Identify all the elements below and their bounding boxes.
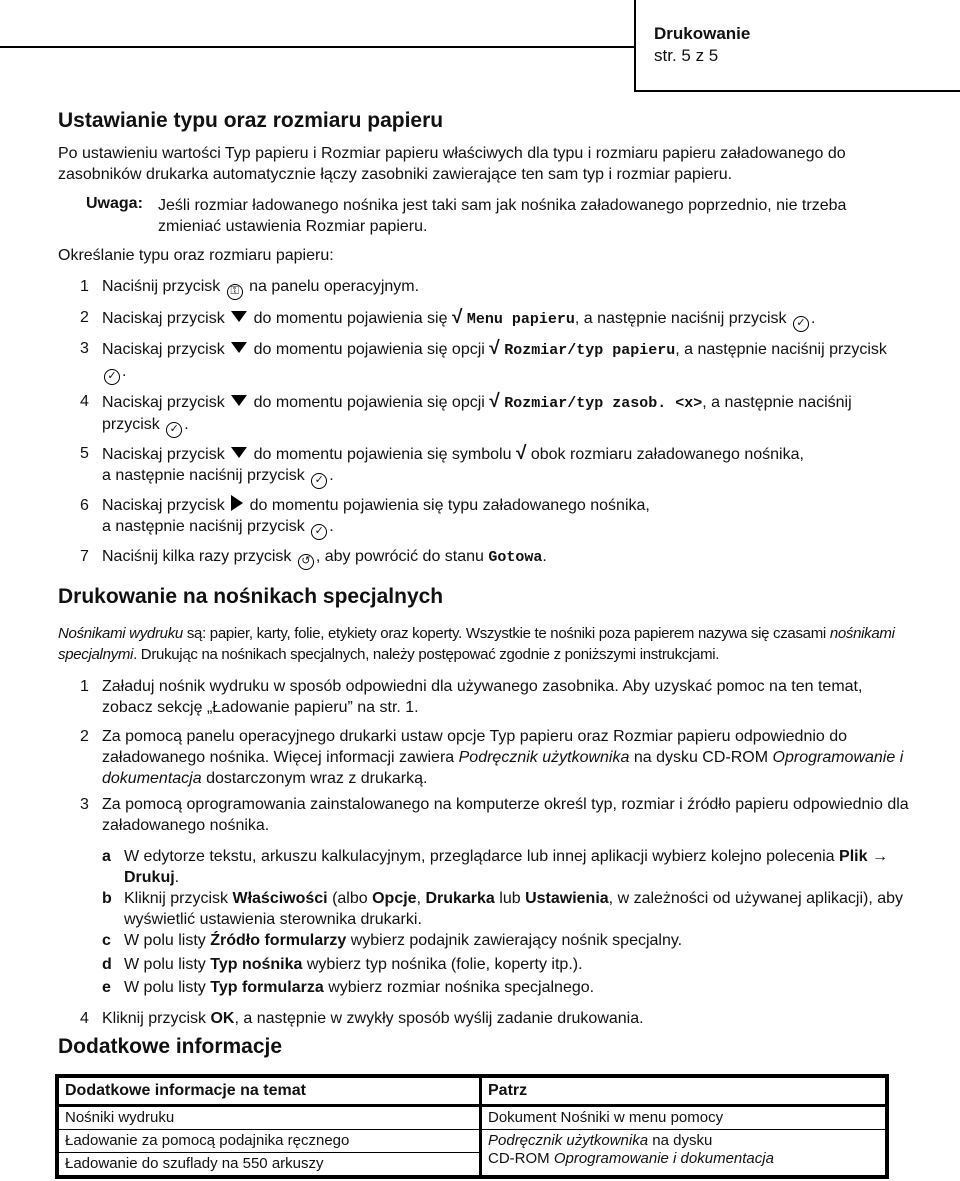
step-6: 6 Naciskaj przycisk do momentu pojawienia się typu załadowanego nośnika, a następnie naciśnij przycisk ✓ . — [80, 495, 910, 540]
step-2: 2 Naciskaj przycisk do momentu pojawienia się √ Menu papieru, a następnie naciśnij przycisk ✓ . — [80, 307, 910, 332]
checkmark-icon: √ — [451, 307, 463, 328]
note-label: Uwaga: — [86, 195, 143, 212]
menu-arrow-icon: → — [871, 848, 888, 865]
select-button-icon: ✓ — [166, 422, 182, 438]
select-button-icon: ✓ — [104, 369, 120, 385]
return-button-icon: ↺ — [298, 554, 314, 570]
select-button-icon: ✓ — [311, 473, 327, 489]
section-title-special-media: Drukowanie na nośnikach specjalnych — [58, 585, 444, 608]
step-5: 5 Naciskaj przycisk do momentu pojawienia się symbolu √ obok rozmiaru załadowanego nośnika, a następnie naciśnij przycisk ✓ . — [80, 443, 910, 489]
media-step-4: 4 Kliknij przycisk OK, a następnie w zwykły sposób wyślij zadanie drukowania. — [80, 1010, 644, 1027]
checkmark-icon: √ — [489, 338, 500, 359]
media-step-3: 3 Za pomocą oprogramowania zainstalowanego na komputerze określ typ, rozmiar i źródło papieru odpowiednio dla załadowanego nośnika. — [80, 796, 909, 834]
special-media-paragraph: Nośnikami wydruku są: papier, karty, folie, etykiety oraz koperty. Wszystkie te nośniki poza papierem nazywa się czasami nośnikami specjalnymi. Drukując na nośnikach specjalnych, należy postępować zgodnie z poniższymi instrukcjami. — [58, 625, 895, 663]
table-cell: Nośniki wydruku — [57, 1106, 481, 1130]
media-substep-a: a W edytorze tekstu, arkuszu kalkulacyjnym, przeglądarce lub innej aplikacji wybierz kolejno polecenia Plik → Drukuj. — [102, 848, 888, 886]
media-substep-c: c W polu listy Źródło formularzy wybierz podajnik zawierający nośnik specjalny. — [102, 932, 683, 949]
checkmark-icon: √ — [489, 391, 500, 412]
intro-paragraph: Po ustawieniu wartości Typ papieru i Rozmiar papieru właściwych dla typu i rozmiaru papieru załadowanego do zasobników drukarka automatycznie łączy zasobniki zawierające ten sam typ i rozmiar papieru. — [58, 145, 846, 183]
arrow-right-icon — [231, 495, 243, 511]
select-button-icon: ✓ — [793, 316, 809, 332]
table-cell: Dokument Nośniki w menu pomocy — [481, 1106, 888, 1130]
more-info-table — [55, 1074, 889, 1179]
procedure-lead: Określanie typu oraz rozmiaru papieru: — [58, 247, 334, 264]
table-cell: Ładowanie za pomocą podajnika ręcznego — [57, 1130, 481, 1153]
table-row — [57, 1130, 887, 1153]
table-cell: Podręcznik użytkownika na dysku CD-ROM Oprogramowanie i dokumentacja — [481, 1130, 888, 1178]
media-substep-d: d W polu listy Typ nośnika wybierz typ nośnika (folie, koperty itp.). — [102, 956, 583, 973]
media-substep-e: e W polu listy Typ formularza wybierz rozmiar nośnika specjalnego. — [102, 979, 595, 996]
column-header-see: Patrz — [481, 1076, 888, 1106]
checkmark-icon: √ — [515, 443, 527, 464]
arrow-down-icon — [231, 311, 247, 322]
menu-key-icon: ⚿ — [227, 284, 243, 300]
section-title-more-info: Dodatkowe informacje — [58, 1035, 283, 1058]
arrow-down-icon — [231, 395, 247, 406]
arrow-down-icon — [231, 342, 247, 353]
select-button-icon: ✓ — [311, 524, 327, 540]
table-row — [57, 1106, 887, 1130]
note-text: Jeśli rozmiar ładowanego nośnika jest taki sam jak nośnika załadowanego poprzednio, nie trzeba zmieniać ustawienia Rozmiar papieru. — [158, 197, 847, 235]
step-3: 3 Naciskaj przycisk do momentu pojawienia się opcji √ Rozmiar/typ papieru, a następnie naciśnij przycisk ✓ . — [80, 338, 910, 385]
header-title: Drukowanie — [654, 24, 751, 43]
section-title-paper-type: Ustawianie typu oraz rozmiaru papieru — [58, 109, 444, 132]
media-step-2: 2 Za pomocą panelu operacyjnego drukarki ustaw opcje Typ papieru oraz Rozmiar papieru odpowiednio do załadowanego nośnika. Więcej informacji zawiera Podręcznik użytkownika na dysku CD-ROM Oprogramowanie i dokumentacja dostarczonym wraz z drukarką. — [80, 728, 904, 787]
step-1: 1 Naciśnij przycisk ⚿ na panelu operacyjnym. — [80, 276, 910, 300]
arrow-down-icon — [231, 447, 247, 458]
header-rule — [0, 46, 634, 48]
table-header-row — [57, 1076, 887, 1106]
column-header-topic: Dodatkowe informacje na temat — [57, 1076, 481, 1106]
step-4: 4 Naciskaj przycisk do momentu pojawienia się opcji √ Rozmiar/typ zasob. <x>, a następnie naciśnij przycisk ✓ . — [80, 391, 910, 438]
media-step-1: 1 Załaduj nośnik wydruku w sposób odpowiedni dla używanego zasobnika. Aby uzyskać pomoc na ten temat, zobacz sekcję „Ładowanie papieru” na str. 1. — [80, 678, 863, 716]
step-7: 7 Naciśnij kilka razy przycisk ↺ , aby powrócić do stanu Gotowa. — [80, 546, 910, 570]
media-substep-b: b Kliknij przycisk Właściwości (albo Opcje, Drukarka lub Ustawienia, w zależności od używanej aplikacji), aby wyświetlić ustawienia sterownika drukarki. — [102, 890, 904, 928]
page-number: str. 5 z 5 — [654, 46, 719, 65]
table-cell: Ładowanie do szuflady na 550 arkuszy — [57, 1153, 481, 1178]
